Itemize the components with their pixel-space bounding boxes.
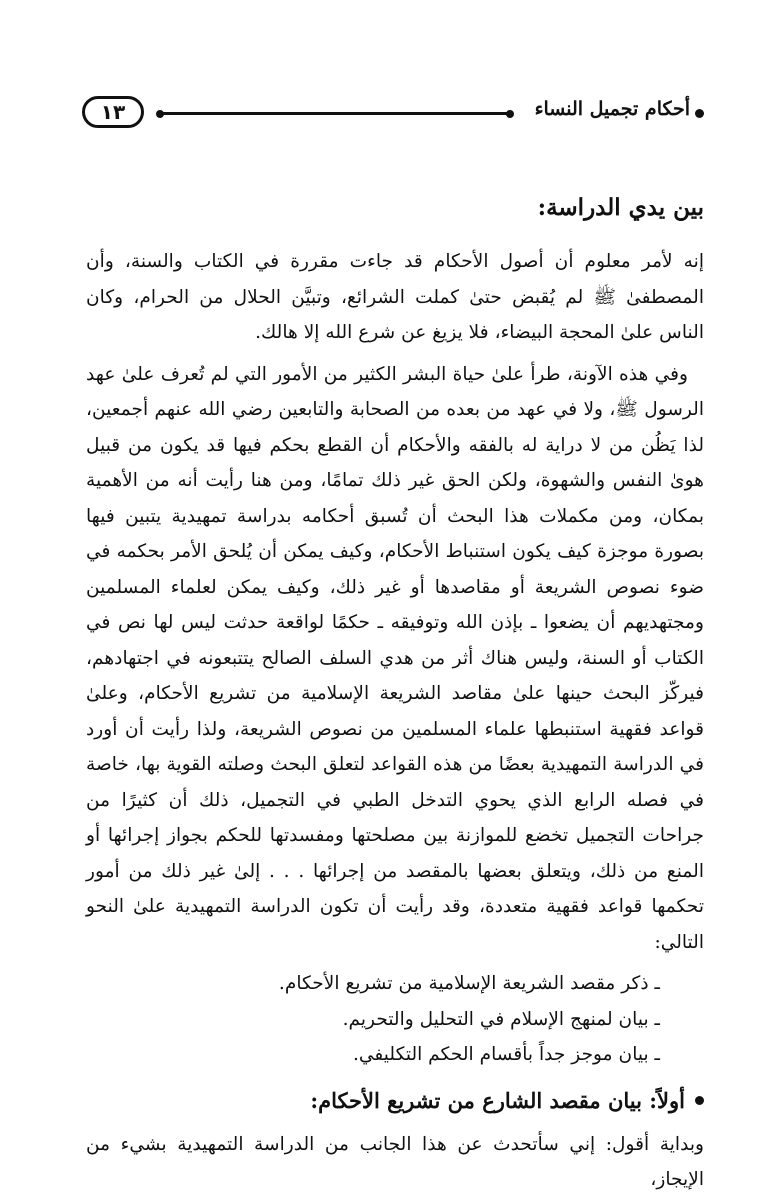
header-bullet-icon (695, 109, 704, 118)
running-header (82, 96, 704, 136)
subsection-heading-text: أولاً: بيان مقصد الشارع من تشريع الأحكام: (310, 1087, 685, 1113)
page-number: ١٣ (100, 100, 126, 124)
section-heading: بين يدي الدراسة: (537, 194, 704, 221)
subsection-heading (86, 1081, 704, 1121)
list-item: ـ بيان لمنهج الإسلام في التحليل والتحريم. (342, 1008, 660, 1030)
list-item: ـ بيان موجز جداً بأقسام الحكم التكليفي. (352, 1044, 660, 1065)
list-item: ـ ذكر مقصد الشريعة الإسلامية من تشريع الأحكام. (278, 973, 660, 994)
rule-end-dot (506, 110, 514, 118)
paragraph: إنه لأمر معلوم أن أصول الأحكام قد جاءت مقررة في الكتاب والسنة، وأن المصطفىٰ ﷺ لم يُقبض حتىٰ كملت الشرائع، وتبيَّن الحلال من الحرام، وكان الناس علىٰ المحجة البيضاء، فلا يزيغ عن شرع الله إلا هالك. (86, 251, 704, 343)
page-number-badge (82, 96, 144, 128)
book-title: أحكام تجميل النساء (534, 98, 690, 120)
rule-line (162, 112, 508, 115)
header-rule (156, 111, 514, 117)
paragraph: وبداية أقول: إني سأتحدث عن هذا الجانب من الدراسة التمهيدية بشيء من الإيجاز، (86, 1133, 704, 1190)
study-outline-list (86, 966, 704, 1073)
bullet-icon (695, 1096, 704, 1105)
paragraph: وفي هذه الآونة، طرأ علىٰ حياة البشر الكثير من الأمور التي لم تُعرف علىٰ عهد الرسول ﷺ، ولا في عهد من بعده من الصحابة والتابعين رضي الله عنهم أجمعين، لذا يَظُن من لا دراية له بالفقه والأحكام أن القطع بحكم فيها قد يكون من قبيل هوىٰ النفس والشهوة، ولكن الحق غير ذلك تمامًا، ومن هنا رأيت أنه من الأهمية بمكان، ومن مكملات هذا البحث أن تُسبق أحكامه بدراسة تمهيدية يتبين فيها بصورة موجزة كيف يكون استنباط الأحكام، وكيف يمكن أن يُلحق الأمر بحكمه في ضوء نصوص الشريعة أو مقاصدها أو غير ذلك، وكيف يمكن لعلماء المسلمين ومجتهديهم أن يضعوا ـ بإذن الله وتوفيقه ـ حكمًا لواقعة حدثت ليس لها نص في الكتاب أو السنة، وليس هناك أثر من هدي السلف الصالح يتتبعونه في اجتهادهم، فيركّز البحث حينها علىٰ مقاصد الشريعة الإسلامية من تشريع الأحكام، وعلىٰ قواعد فقهية استنبطها علماء المسلمين من نصوص الشريعة، ولذا رأيت أن أورد في الدراسة التمهيدية بعضًا من هذه القواعد لتعلق البحث وصلته القوية بها، خاصة في فصله الرابع الذي يحوي التدخل الطبي في التجميل، ذلك أن كثيرًا من جراحات التجميل تخضع للموازنة بين مصلحتها ومفسدتها للحكم بجواز إجرائها أو المنع من ذلك، ويتعلق بعضها بالمقصد من إجرائها . . . إلىٰ غير ذلك من أمور تحكمها قواعد فقهية متعددة، وقد رأيت أن تكون الدراسة التمهيدية علىٰ النحو التالي: (86, 363, 704, 953)
page-body (86, 188, 704, 1204)
